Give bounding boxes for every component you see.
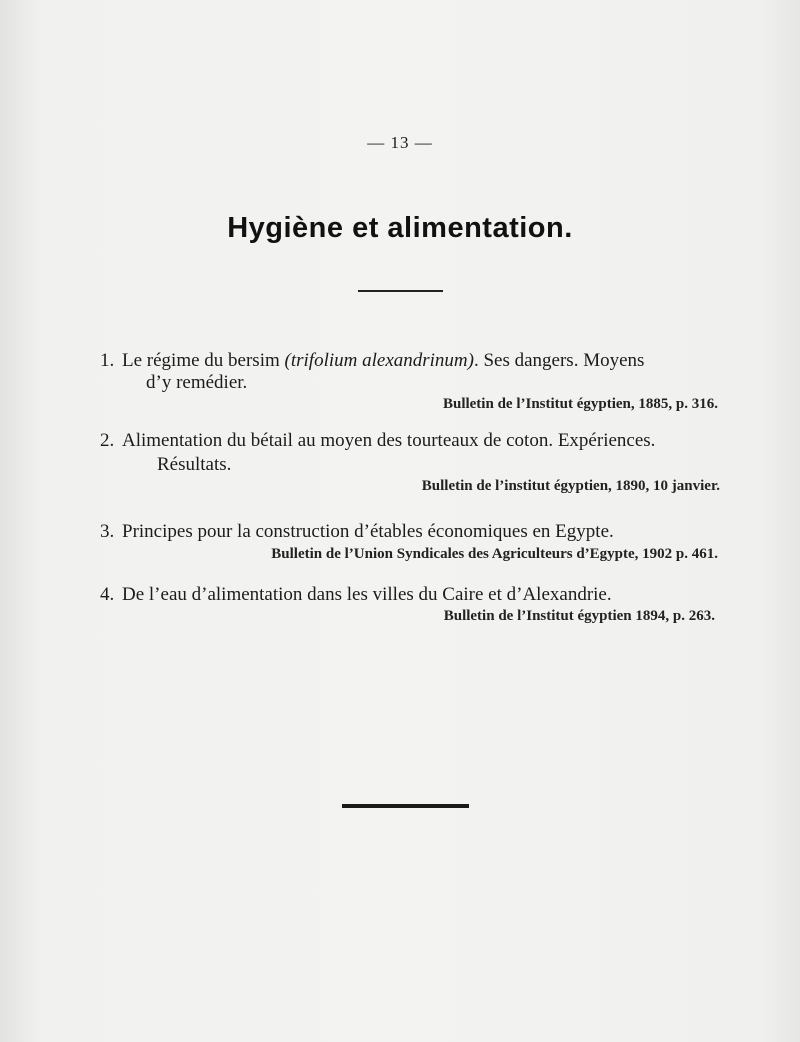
entry-3-number: 3. — [100, 521, 115, 542]
page-number: — 13 — — [367, 133, 433, 152]
page-title: Hygiène et alimentation. — [227, 212, 573, 244]
entry-4-number: 4. — [100, 584, 115, 605]
entry-4-text: De l’eau d’alimentation dans les villes du Caire et d’Alexandrie. — [122, 584, 612, 605]
entry-1-italic-text: (trifolium alexandrinum) — [284, 350, 474, 371]
entry-1-line-2: d’y remédier. — [146, 372, 248, 393]
title-divider — [358, 290, 443, 292]
entry-4-reference: Bulletin de l’Institut égyptien 1894, p. 263. — [443, 608, 715, 624]
entry-2-line-1 — [100, 430, 655, 452]
entry-1-number: 1. — [100, 350, 115, 371]
entry-2-text: Alimentation du bétail au moyen des tourteaux de coton. Expériences. — [122, 430, 656, 451]
entry-1-text-start: Le régime du bersim — [122, 350, 285, 371]
entry-1-line-1 — [100, 350, 644, 372]
entry-3-line-1 — [100, 521, 614, 543]
entry-2-reference: Bulletin de l’institut égyptien, 1890, 10 janvier. — [421, 478, 720, 494]
entry-3-reference: Bulletin de l’Union Syndicales des Agriculteurs d’Egypte, 1902 p. 461. — [271, 546, 718, 562]
entry-1-text-end: . Ses dangers. Moyens — [473, 350, 645, 371]
entry-3-text: Principes pour la construction d’étables économiques en Egypte. — [122, 521, 614, 542]
end-divider — [342, 804, 469, 808]
entry-2-number: 2. — [100, 430, 115, 451]
entry-4-line-1 — [100, 584, 612, 606]
entry-1-reference: Bulletin de l’Institut égyptien, 1885, p. 316. — [442, 396, 718, 412]
entry-2-line-2: Résultats. — [157, 454, 232, 475]
